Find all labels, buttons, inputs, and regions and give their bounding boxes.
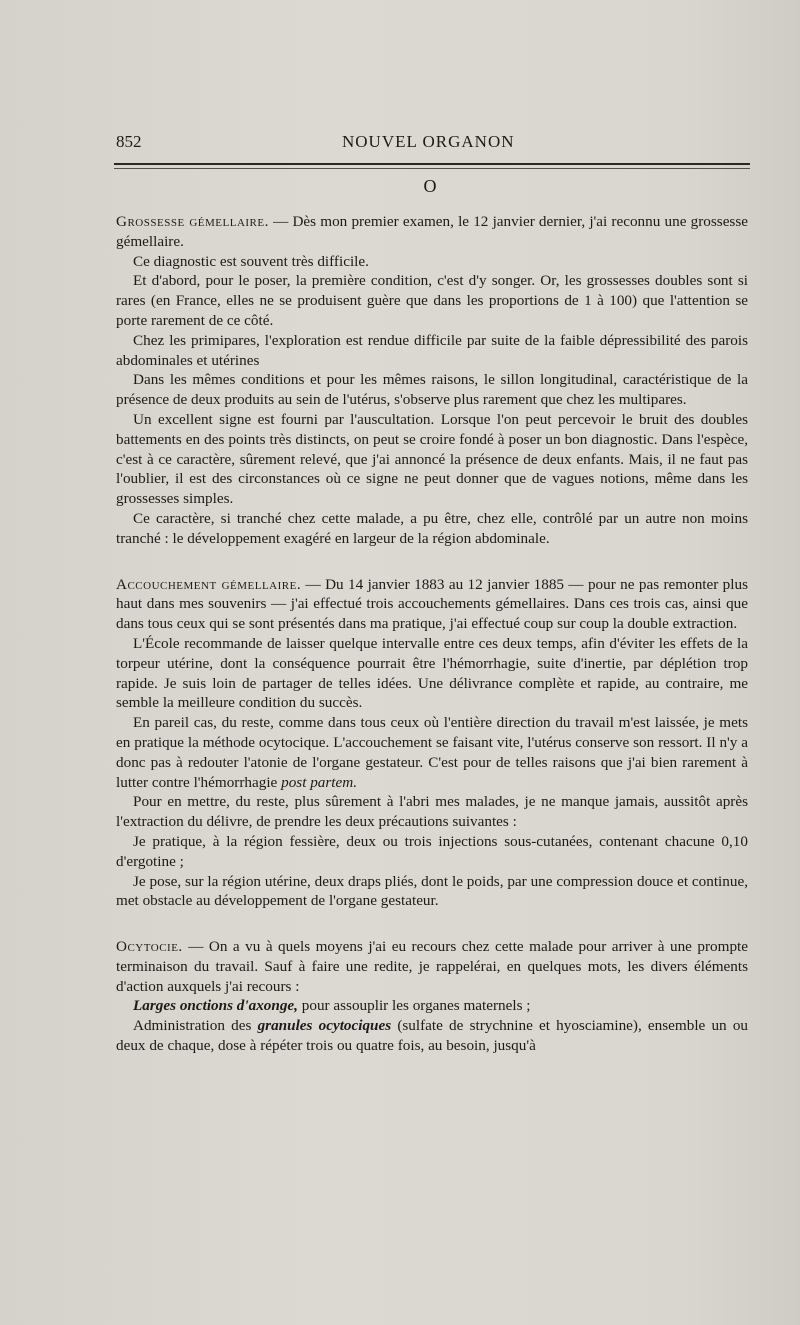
paragraph-text: Dès mon premier examen, le 12 janvier dernier, j'ai reconnu une grossesse gémellaire. <box>116 213 748 250</box>
paragraph: Je pratique, à la région fessière, deux ou trois injections sous-cutanées, contenant chacune 0,10 d'ergotine ; <box>116 832 748 870</box>
paragraph <box>116 713 748 792</box>
paragraph-text: pour assouplir les organes maternels ; <box>301 997 531 1015</box>
paragraph-text: On a vu à quels moyens j'ai eu recours chez cette malade pour arriver à une prompte terminaison du travail. Sauf à faire une redite, je rappelérai, en quelques mots, les divers éléments d'action auxquels j'ai recours : <box>116 938 748 995</box>
header-rule-thin <box>114 168 750 169</box>
paragraph: Chez les primipares, l'exploration est rendue difficile par suite de la faible dépressibilité des parois abdominales et utérines <box>116 331 748 369</box>
paragraph: Pour en mettre, du reste, plus sûrement à l'abri mes malades, je ne manque jamais, aussitôt après l'extraction du délivre, de prendre les deux précautions suivantes : <box>116 793 748 831</box>
paragraph-text: En pareil cas, du reste, comme dans tous ceux où l'entière direction du travail m'est laissée, je mets en pratique la méthode ocytocique. L'accouchement se faisant vite, l'utérus conserve son ressort. Il n'y a donc pas à redouter l'atonie de l'organe gestateur. C'est pour de telles raisons que j'ai bien rarement à lutter contre l'hémorrhagie <box>116 714 748 791</box>
paragraph: L'École recommande de laisser quelque intervalle entre ces deux temps, afin d'éviter les effets de la torpeur utérine, dont la conséquence pourrait être l'hémorrhagie, suite d'inertie, par déplétion trop rapide. Je suis loin de partager de telles idées. Une délivrance complète et rapide, au contraire, me semble la meilleure condition du succès. <box>116 634 748 712</box>
section-gap <box>116 911 748 937</box>
emphasis-phrase: Larges onctions d'axonge, <box>133 997 298 1015</box>
section-gap <box>116 549 748 575</box>
paragraph-text: Du 14 janvier 1883 au 12 janvier 1885 — pour ne pas remonter plus haut dans mes souvenirs — j'ai effectué trois accouchements gémellaires. Dans ces trois cas, ainsi que dans tous ceux qui se sont présentés dans ma pratique, j'ai effectué coup sur coup la double extraction. <box>116 575 748 633</box>
paragraph: Un excellent signe est fourni par l'auscultation. Lorsque l'on peut percevoir le bruit des doubles battements en des points très distincts, on peut se croire fondé à poser un bon diagnostic. Dans l'espèce, c'est à ce caractère, sûrement relevé, que j'ai annoncé la présence de deux enfants. Mais, il ne faut pas l'oublier, il est des circonstances où ce signe ne peut donner que de vagues notions, même dans les grossesses simples. <box>116 410 748 508</box>
header-rule <box>114 163 750 165</box>
paragraph-text: Administration des <box>133 1017 252 1035</box>
paragraph-text: (sulfate de strychnine et hyosciamine), ensemble un ou deux de chaque, dose à répéter trois ou quatre fois, au besoin, jusqu'à <box>116 1017 749 1055</box>
paragraph <box>116 996 748 1016</box>
paragraph: Ce diagnostic est souvent très difficile. <box>133 252 369 270</box>
section-heading-ocytocie: Ocytocie. <box>116 938 183 956</box>
section-heading-accouchement: Accouchement gémellaire. <box>116 575 302 593</box>
paragraph: Je pose, sur la région utérine, deux draps pliés, dont le poids, par une compression douce et continue, met obstacle au développement de l'organe gestateur. <box>116 872 748 910</box>
body-text <box>116 212 748 1056</box>
paragraph-ocytocie-intro: Ocytocie. — On a vu à quels moyens j'ai eu recours chez cette malade pour arriver à une prompte terminaison du travail. Sauf à faire une redite, je rappelérai, en quelques mots, les divers éléments d'action auxquels j'ai recours : <box>116 938 748 995</box>
section-letter: O <box>423 176 437 196</box>
paragraph: Dans les mêmes conditions et pour les mêmes raisons, le sillon longitudinal, caractéristique de la présence de deux produits au sein de l'utérus, s'observe plus rarement que chez les multipares. <box>116 371 748 409</box>
italic-phrase: post partem. <box>281 773 358 791</box>
running-head <box>116 132 716 156</box>
paragraph: Ce caractère, si tranché chez cette malade, a pu être, chez elle, contrôlé par un autre non moins tranché : le développement exagéré en largeur de la région abdominale. <box>116 509 748 547</box>
section-heading-grossesse: Grossesse gémellaire. <box>116 213 269 230</box>
paragraph-grossesse-intro: Grossesse gémellaire. — Dès mon premier examen, le 12 janvier dernier, j'ai reconnu une grossesse gémellaire. <box>116 213 748 250</box>
running-title: NOUVEL ORGANON <box>342 132 515 151</box>
paragraph <box>116 1016 748 1056</box>
paragraph-accouchement-intro: Accouchement gémellaire. — Du 14 janvier 1883 au 12 janvier 1885 — pour ne pas remonter plus haut dans mes souvenirs — j'ai effectué trois accouchements gémellaires. Dans ces trois cas, ainsi que dans tous ceux qui se sont présentés dans ma pratique, j'ai effectué coup sur coup la double extraction. <box>116 575 748 633</box>
paragraph: Et d'abord, pour le poser, la première condition, c'est d'y songer. Or, les grossesses doubles sont si rares (en France, elles ne se produisent guère que dans les proportions de 1 à 100) que l'attention se porte rarement de ce côté. <box>116 272 748 329</box>
emphasis-phrase: granules ocytociques <box>257 1017 392 1035</box>
page-number: 852 <box>116 132 142 151</box>
